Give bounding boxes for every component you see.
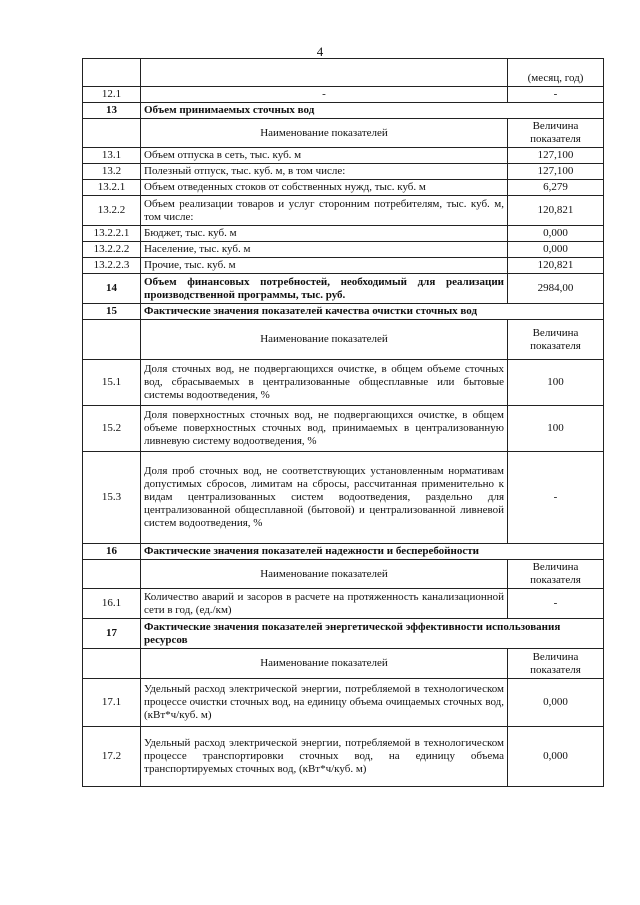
row-description: Наименование показателей <box>141 320 508 360</box>
section-header-row <box>83 304 604 320</box>
value-column-header: Величина показателя <box>508 119 604 148</box>
section-header-row <box>83 544 604 560</box>
row-number <box>83 560 141 589</box>
table-row <box>83 727 604 787</box>
column-header-row <box>83 649 604 679</box>
section-title: Фактические значения показателей качества очистки сточных вод <box>141 304 604 320</box>
row-description: Доля поверхностных сточных вод, не подвергающихся очистке, в общем объеме поверхностных сточных вод, принимаемых в централизованную ливневую систему водоотведения, % <box>141 406 508 452</box>
row-description: Удельный расход электрической энергии, потребляемой в технологическом процессе очистки сточных вод, на единицу объема очищаемых сточных вод, (кВт*ч/куб. м) <box>141 679 508 727</box>
table-row <box>83 679 604 727</box>
row-description: Доля сточных вод, не подвергающихся очистке, в общем объеме сточных вод, сбрасываемых в централизованные общесплавные или бытовые системы водоотведения, % <box>141 360 508 406</box>
table-row <box>83 196 604 226</box>
row-value: 0,000 <box>508 242 604 258</box>
row-number: 13.2.2.1 <box>83 226 141 242</box>
row-number: 15.3 <box>83 452 141 544</box>
row-value: 100 <box>508 406 604 452</box>
row-number: 17.2 <box>83 727 141 787</box>
value-column-header: Величина показателя <box>508 320 604 360</box>
row-value: - <box>508 452 604 544</box>
row-value: - <box>508 589 604 619</box>
row-description: Объем отпуска в сеть, тыс. куб. м <box>141 148 508 164</box>
column-header-row <box>83 119 604 148</box>
row-number: 15.1 <box>83 360 141 406</box>
row-description: Объем отведенных стоков от собственных нужд, тыс. куб. м <box>141 180 508 196</box>
table-row <box>83 258 604 274</box>
row-value: - <box>508 87 604 103</box>
row-number <box>83 119 141 148</box>
section-title: Фактические значения показателей энергетической эффективности использования ресурсов <box>141 619 604 649</box>
row-description: Наименование показателей <box>141 649 508 679</box>
row-description: Доля проб сточных вод, не соответствующих установленным нормативам допустимых сбросов, лимитам на сбросы, рассчитанная применительно к видам централизованных систем водоотведения, раздельно для централизованной общесплавной (бытовой) и централизованной ливневой систем водоотведения, % <box>141 452 508 544</box>
table-row <box>83 226 604 242</box>
row-value: 6,279 <box>508 180 604 196</box>
row-number <box>83 320 141 360</box>
row-number: 13.2 <box>83 164 141 180</box>
row-description: Наименование показателей <box>141 560 508 589</box>
row-description: Объем финансовых потребностей, необходимый для реализации производственной программы, тыс. руб. <box>141 274 508 304</box>
indicators-table <box>82 58 604 787</box>
table-row <box>83 452 604 544</box>
row-number: 17 <box>83 619 141 649</box>
row-description: Бюджет, тыс. куб. м <box>141 226 508 242</box>
table-row <box>83 164 604 180</box>
row-value: 2984,00 <box>508 274 604 304</box>
table-row <box>83 59 604 87</box>
row-number: 16 <box>83 544 141 560</box>
row-description: Полезный отпуск, тыс. куб. м, в том числе: <box>141 164 508 180</box>
row-number: 15 <box>83 304 141 320</box>
row-number <box>83 649 141 679</box>
section-title: Объем принимаемых сточных вод <box>141 103 604 119</box>
row-description: Удельный расход электрической энергии, потребляемой в технологическом процессе транспортировки сточных вод, на единицу объема транспортируемых сточных вод, (кВт*ч/куб. м) <box>141 727 508 787</box>
section-header-row <box>83 619 604 649</box>
row-value: (месяц, год) <box>508 59 604 87</box>
section-header-row <box>83 103 604 119</box>
row-description: Наименование показателей <box>141 119 508 148</box>
row-value: 0,000 <box>508 679 604 727</box>
row-number: 13.2.2.3 <box>83 258 141 274</box>
row-description <box>141 59 508 87</box>
table-row <box>83 274 604 304</box>
page-number: 4 <box>316 44 324 59</box>
table-row <box>83 360 604 406</box>
row-number: 14 <box>83 274 141 304</box>
row-number: 13.2.1 <box>83 180 141 196</box>
row-number: 15.2 <box>83 406 141 452</box>
row-description: - <box>141 87 508 103</box>
table-row <box>83 589 604 619</box>
row-value: 120,821 <box>508 258 604 274</box>
value-column-header: Величина показателя <box>508 649 604 679</box>
row-description: Объем реализации товаров и услуг сторонним потребителям, тыс. куб. м, том числе: <box>141 196 508 226</box>
row-value: 0,000 <box>508 226 604 242</box>
value-column-header: Величина показателя <box>508 560 604 589</box>
row-description: Население, тыс. куб. м <box>141 242 508 258</box>
column-header-row <box>83 560 604 589</box>
row-number: 12.1 <box>83 87 141 103</box>
table-row <box>83 180 604 196</box>
row-number: 16.1 <box>83 589 141 619</box>
row-description: Количество аварий и засоров в расчете на протяженность канализационной сети в год, (ед./км) <box>141 589 508 619</box>
row-number: 17.1 <box>83 679 141 727</box>
table-row <box>83 242 604 258</box>
column-header-row <box>83 320 604 360</box>
row-number: 13.2.2 <box>83 196 141 226</box>
table-row <box>83 406 604 452</box>
row-value: 0,000 <box>508 727 604 787</box>
row-description: Прочие, тыс. куб. м <box>141 258 508 274</box>
row-value: 127,100 <box>508 148 604 164</box>
row-number: 13 <box>83 103 141 119</box>
section-title: Фактические значения показателей надежности и бесперебойности <box>141 544 604 560</box>
table-row <box>83 148 604 164</box>
table-row <box>83 87 604 103</box>
row-value: 100 <box>508 360 604 406</box>
row-value: 127,100 <box>508 164 604 180</box>
row-number: 13.1 <box>83 148 141 164</box>
row-value: 120,821 <box>508 196 604 226</box>
row-number <box>83 59 141 87</box>
row-number: 13.2.2.2 <box>83 242 141 258</box>
